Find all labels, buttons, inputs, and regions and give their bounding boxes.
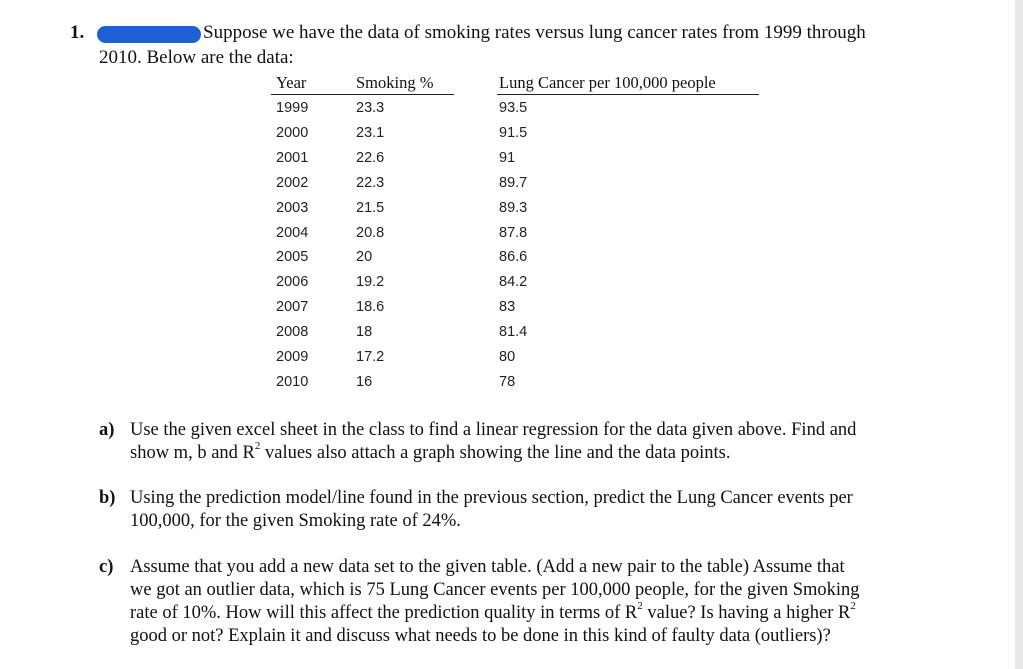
cell-smoking: 22.6	[356, 149, 385, 166]
cell-lung-cancer: 91	[499, 149, 516, 166]
page-edge	[1015, 0, 1023, 669]
part-c-line-3-middle: value? Is having a higher R	[642, 603, 851, 623]
cell-lung-cancer: 89.3	[499, 199, 528, 216]
part-a-line-2	[130, 439, 930, 465]
header-rule-left	[271, 94, 454, 95]
part-a-line-1: Use the given excel sheet in the class to find a linear regression for the data given above. Find and	[130, 420, 857, 440]
redacted-text	[97, 26, 201, 43]
header-rule-right	[497, 94, 759, 95]
part-c-label: c)	[99, 557, 114, 577]
part-c-superscript-2: 2	[850, 599, 856, 612]
cell-smoking: 23.3	[356, 100, 385, 116]
cell-lung-cancer: 80	[499, 349, 516, 365]
cell-year: 2002	[276, 174, 309, 191]
cell-year: 2001	[276, 149, 309, 166]
part-c-text	[130, 556, 930, 648]
cell-year: 2000	[276, 124, 309, 141]
part-b-text	[130, 487, 930, 533]
cell-year: 2008	[276, 324, 309, 341]
part-a-label: a)	[99, 420, 115, 440]
cell-smoking: 21.5	[356, 199, 385, 216]
part-c-line-3-start: rate of 10%. How will this affect the prediction quality in terms of R	[130, 603, 638, 623]
cell-year: 2007	[276, 299, 309, 316]
cell-lung-cancer: 89.7	[499, 174, 528, 191]
cell-lung-cancer: 87.8	[499, 224, 528, 241]
cell-smoking: 18.6	[356, 299, 385, 316]
cell-smoking: 23.1	[356, 124, 385, 141]
cell-lung-cancer: 78	[499, 373, 516, 390]
cell-lung-cancer: 81.4	[499, 324, 528, 341]
header-lung-cancer: Lung Cancer per 100,000 people	[499, 73, 716, 92]
part-c-line-3	[130, 599, 930, 625]
part-b-line-1: Using the prediction model/line found in the previous section, predict the Lung Cancer events per	[130, 488, 853, 508]
intro-line-2: 2010. Below are the data:	[99, 47, 294, 68]
cell-smoking: 22.3	[356, 174, 385, 191]
part-b-label: b)	[99, 488, 116, 508]
cell-year: 2005	[276, 249, 309, 266]
cell-year: 2009	[276, 349, 309, 365]
part-c-superscript-1: 2	[637, 599, 643, 612]
cell-smoking: 18	[356, 324, 373, 341]
part-c-line-2: we got an outlier data, which is 75 Lung Cancer events per 100,000 people, for the given Smoking	[130, 580, 860, 600]
part-a-line-2-start: show m, b and R	[130, 443, 255, 463]
cell-smoking: 20.8	[356, 224, 385, 241]
header-smoking: Smoking %	[356, 73, 434, 92]
cell-year: 1999	[276, 100, 309, 116]
question-number: 1.	[70, 22, 85, 43]
part-a-text	[130, 419, 930, 465]
part-c-line-4: good or not? Explain it and discuss what needs to be done in this kind of faulty data (outliers)?	[130, 626, 831, 646]
intro-line-1: Suppose we have the data of smoking rates versus lung cancer rates from 1999 through	[203, 22, 866, 43]
cell-year: 2004	[276, 224, 309, 241]
part-c-line-1: Assume that you add a new data set to the given table. (Add a new pair to the table) Assume that	[130, 557, 845, 577]
cell-lung-cancer: 91.5	[499, 124, 528, 141]
cell-smoking: 17.2	[356, 349, 385, 365]
header-year: Year	[276, 73, 307, 92]
cell-lung-cancer: 83	[499, 299, 516, 316]
cell-smoking: 19.2	[356, 274, 385, 291]
cell-smoking: 16	[356, 373, 373, 390]
part-b-line-2: 100,000, for the given Smoking rate of 24%.	[130, 511, 461, 531]
part-a-superscript: 2	[254, 439, 261, 452]
part-a-line-2-end: values also attach a graph showing the line and the data points.	[260, 443, 731, 463]
cell-lung-cancer: 84.2	[499, 274, 528, 291]
cell-lung-cancer: 86.6	[499, 249, 528, 266]
cell-year: 2006	[276, 274, 309, 291]
cell-smoking: 20	[356, 249, 373, 266]
cell-year: 2003	[276, 199, 309, 216]
cell-year: 2010	[276, 373, 309, 390]
cell-lung-cancer: 93.5	[499, 100, 528, 116]
